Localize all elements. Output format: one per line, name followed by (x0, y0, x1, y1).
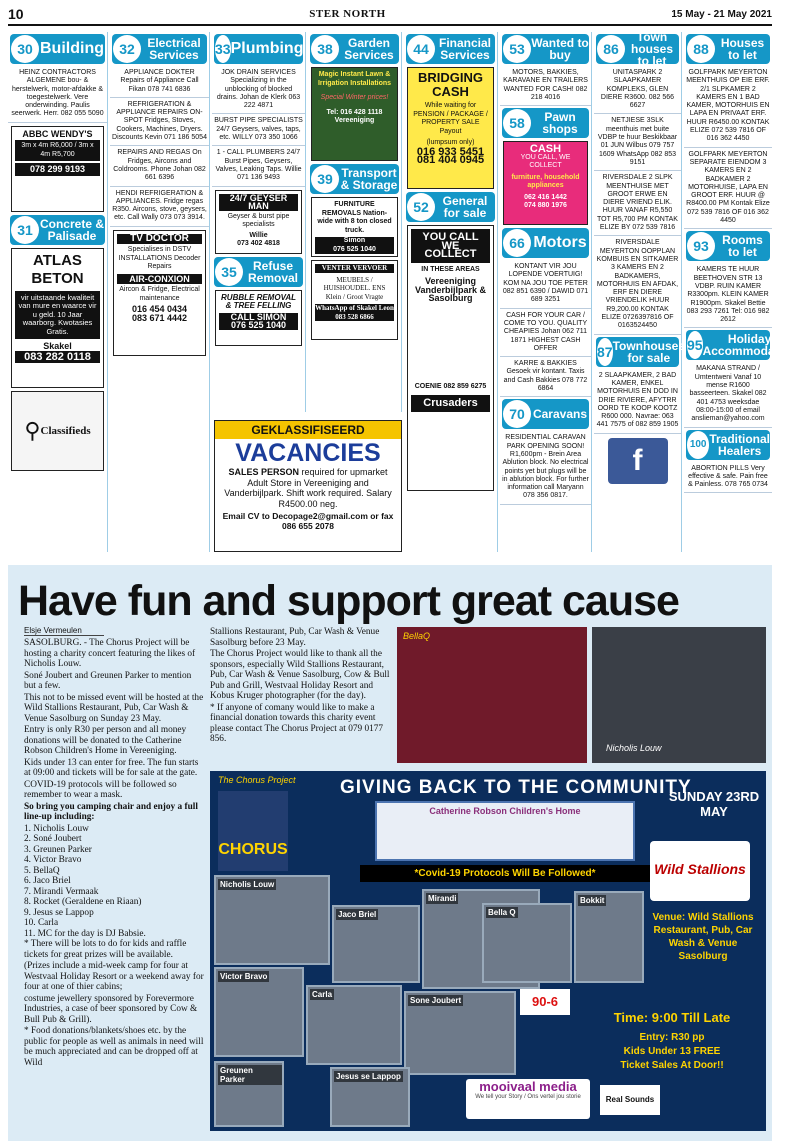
poster-time: Time: 9:00 Till Late (613, 1010, 731, 1025)
ad-2-slaapkamer: 2 SLAAPKAMER, 2 BAD KAMER, ENKEL MOTORHUIS EN DOD IN DRIE RIVIERE, AFYTRR OORD TE KOOP KOOTZ R600 000. Navrae: 063 441 7575 of 082 859 1905 (594, 369, 681, 434)
ad-repairs-regas: REPAIRS AND REGAS On Fridges, Aircons and Coldrooms. Phone Johan 082 661 6396 (110, 146, 209, 186)
col-houses (684, 32, 797, 552)
ad-makana: MAKANA STRAND / Umtentweni Vanaf 10 mense R1600 basseerteen. Skakel 082 401 4753 weeksdae 08:00-15:00 of email anslieman@yahoo.com (684, 362, 772, 427)
artist-bokkit: Bokkit (574, 891, 644, 983)
ad-tv-doctor: TV DOCTOR Specialises in DSTV INSTALLATIONS Decoder Repairs AIR-CONXION Aircon & Fridge, Electrical maintenance 016 454 0434 083 671 4442 (113, 230, 206, 356)
wild-stallions-logo: Wild Stallions (650, 841, 750, 901)
heading-rooms: 93 Rooms to let (686, 231, 770, 261)
chorus-logo: CHORUS (218, 791, 288, 871)
ad-rubble: RUBBLE REMOVAL & TREE FELLING CALL SIMON 076 525 1040 (215, 290, 302, 346)
poster-tickets: Ticket Sales At Door!! (620, 1060, 724, 1071)
poster-entry: Entry: R30 pp (639, 1032, 705, 1043)
ad-abbc: ABBC WENDY'S 3m x 4m R6,000 / 3m x 4m R5,700 078 299 9193 (11, 126, 104, 212)
ad-cash-pawn: CASH YOU CALL, WE COLLECT furniture, household appliances 062 416 1442 074 880 1976 (503, 141, 588, 225)
heading-garden: 38 Garden Services (310, 34, 399, 64)
heading-wanted: 53 Wanted to buy (502, 34, 589, 64)
col-wanted (500, 32, 592, 552)
childrens-home-banner: Catherine Robson Children's Home (375, 801, 635, 861)
heading-motors: 66 Motors (502, 228, 589, 258)
ad-crusaders: YOU CALL WE COLLECT IN THESE AREAS Vereeniging Vanderbijlpark & Sasolburg COENIE 082 859 6275 Crusaders (407, 225, 494, 491)
page-header (8, 4, 772, 26)
heading-financial: 44 Financial Services (406, 34, 495, 64)
masthead: STER NORTH (309, 8, 386, 20)
ad-heinz: HEINZ CONTRACTORS ALGEMENE bou- & herstelwerk, motor-afdakke & toegestelwerk. Vere onderwinding. Paulis seerwerk. Herr. 082 055 5090 (8, 66, 107, 123)
ad-bridging-cash: BRIDGING CASH While waiting for PENSION / PACKAGE / PROPERTY SALE Payout (lumpsum only) 016 933 5451 081 404 0945 (407, 67, 494, 189)
ad-kontant: KONTANT VIR JOU LOPENDE VOERTUIG! KOM NA JOU TOE PETER 082 851 6390 / DAWID 071 689 3251 (500, 260, 591, 308)
photo-nicholis-louw: Nicholis Louw (592, 627, 766, 763)
artist-jaco: Jaco Briel (332, 905, 420, 983)
ad-furniture-removals: FURNITURE REMOVALS Nation-wide with 8 ton closed truck. Simon 076 525 1040 (311, 197, 398, 257)
article-headline: Have fun and support great cause (18, 577, 679, 625)
classifieds-logo: ⚲ Classifieds (11, 391, 104, 471)
heading-refuse: 35 Refuse Removal (214, 257, 303, 287)
ad-1-call-plumbers: 1 - CALL PLUMBERS 24/7 Burst Pipes, Geysers, Valves, Leaking Taps. Willie 071 136 9493 (212, 146, 305, 186)
ad-magic-lawn: Magic Instant Lawn & Irrigation Installations Special Winter prices! Tel: 016 428 1118 Vereeniging (311, 67, 398, 161)
mooivaal-media-logo: mooivaal media We tell your Story / Ons vertel jou storie (466, 1079, 590, 1119)
ad-venter: VENTER VERVOER MEUBELS / HUISHOUDEL. ENS Klein / Groot Vragte WhatsApp of Skakel Leon 083 528 6866 (311, 260, 398, 340)
ad-hendi: HENDI REFRIGERATION & APPLIANCES. Fridge regas R350. Aircons, stove, geysers, etc. Call Wally 073 073 3914. (110, 187, 209, 227)
artist-victor: Victor Bravo (214, 967, 304, 1057)
poster-kids: Kids Under 13 FREE (623, 1046, 721, 1057)
ad-caravan-park: RESIDENTIAL CARAVAN PARK OPENING SOON! R1,600pm - Brein Area Ablution block. No electrical points yet but plugs will be in ablution block. For further information call Maryann 078 356 0817. (500, 431, 591, 504)
ad-appliance-dokter: APPLIANCE DOKTER Repairs of Appliance Call Fikan 078 741 6836 (110, 66, 209, 98)
ad-refrigeration: REFRIGERATION & APPLIANCE REPAIRS ON-SPOT Fridges, Stoves, Cookers, Machines, Dryers. Discounts Kevin 071 186 5054 (110, 98, 209, 146)
page-number: 10 (8, 6, 24, 22)
article-byline: Elsje Vermeulen (24, 626, 104, 636)
artist-mirandi: Mirandi (422, 889, 540, 989)
heading-concrete: 31 Concrete & Palisade (10, 215, 105, 245)
article-col-1: SASOLBURG. - The Chorus Project will be hosting a charity concert featuring the likes of Nicholis Louw. Soné Joubert and Greunen Parker to mention but a few. This not to be missed event will be hosted at the Wild Stallions Restaurant, Pub, Car Wash & Venue Sasolburg on Sunday 23 May. Entry is only R30 per person and all money donations will be donated to the Catherine Robson Children's Home in Vereeniging. Kids under 13 can enter for free. The fun starts at 09:00 and tickets will be for sale at the gate. COVID-19 protocols will be followed so remember to wear a mask. So bring you camping chair and enjoy a full line-up including: 1. Nicholis Louw 2. Soné Joubert 3. Greunen Parker 4. Victor Bravo 5. BellaQ 6. Jaco Briel 7. Mirandi Vermaak 8. Rocket (Geraldene en Riaan) 9. Jesus se Lappop 10. Carla 11. MC for the day is DJ Babsie. * There will be lots to do for kids and raffle tickets for great prizes will be available. (Prizes include a mid-week camp for four at Westvaal Holiday Resort or a weekend away for four at one of thier cabins; costume jewellery sponsored by Forevermore Industries, a case of beer sponsored by Cow & Bull Pub & Grill). * Food donations/blankets/shoes etc. by the public for people as well as animals in need will be much appreciated and can be dropped off at Wild (24, 638, 204, 1068)
facebook-icon: f (608, 438, 668, 484)
ad-karre: KARRE & BAKKIES Gesoek vir kontant. Taxis and Cash Bakkies 078 772 6864 (500, 357, 591, 397)
heading-plumbing: 33 Plumbing (214, 34, 303, 64)
heading-electrical: 32 Electrical Services (112, 34, 207, 64)
photo-bellaq: BellaQ (397, 627, 587, 763)
heading-building: 30 Building (10, 34, 105, 64)
ad-unitaspark: UNITASPARK 2 SLAAPKAMER KOMPLEKS, GLEN DIERE R3600. 082 566 6627 (594, 66, 681, 114)
ad-riversdale-2: RIVERSDALE 2 SLPK MEENTHUISE MET GROOT ERWE EN DIERE VRIEND ELIK. HUUR VANAF R5,550 TOT R5,700 PM KONTAK ELIZE BY 072 539 7816 (594, 171, 681, 236)
classifieds-section (8, 30, 797, 552)
ad-golfpark-2: GOLFPARK MEYERTON SEPARATE EIENDOM 3 KAMERS EN 2 BADKAMER 2 MOTORHUISE, LAPA EN GROOT ERF. HUUR @ R8400.00 PM Kontak Elize 072 539 7816 OF 016 362 4450 (684, 148, 772, 230)
covid-banner: *Covid-19 Protocols Will Be Followed* (360, 865, 650, 882)
heading-general: 52 General for sale (406, 192, 495, 222)
col-town (594, 30, 686, 552)
ad-kamers: KAMERS TE HUUR BEETHOVEN STR 13 VDBP. RUIN KAMER R3300pm. KLEIN KAMER R1900pm. Skakel Bettie 083 293 7261 Tel: 016 982 2612 (684, 263, 772, 328)
ad-wanted-cash: MOTORS, BAKKIES, KARAVANE EN TRAILERS WANTED FOR CASH! 082 218 4016 (500, 66, 591, 106)
poster-title: GIVING BACK TO THE COMMUNITY (340, 777, 692, 798)
article-col-2: Stallions Restaurant, Pub, Car Wash & Venue Sasolburg before 23 May. The Chorus Project would like to thank all the sponsors, especially Wild Stallions Restaurant, Pub, Car Wash & Venue Sasolburg, Cow & Bull Pub and Grill, Westvaal Holiday Resort and Kobus Kruger photographer (for the day). * If anyone of comany would like to make a financial donation towards this charity event please contact The Chorus Project at 079 0177 856. (210, 627, 390, 744)
ad-cash-car: CASH FOR YOUR CAR / COME TO YOU. QUALITY CHEAPIES Johan 062 711 1871 HIGHEST CASH OFFER (500, 309, 591, 357)
artist-sone: Sone Joubert (404, 991, 516, 1075)
ad-atlas-beton: ATLAS BETON vir uitstaande kwaliteit van mure en waarce vir u geld. 10 Jaar waarborg. Kwotasies Gratis. Skakel 083 282 0118 (11, 248, 104, 388)
heading-healers: 100 Traditional Healers (686, 430, 770, 460)
col-building (8, 32, 108, 552)
radio-logo: 90-6 (520, 989, 570, 1015)
col-garden (308, 32, 402, 412)
heading-pawn: 58 Pawn shops (502, 108, 589, 138)
artist-nicholis: Nicholis Louw (214, 875, 330, 965)
lineup-list: 1. Nicholis Louw 2. Soné Joubert 3. Greunen Parker 4. Victor Bravo 5. BellaQ 6. Jaco Briel 7. Mirandi Vermaak 8. Rocket (Geraldene en Riaan) 9. Jesus se Lappop 10. Carla 11. MC for the day is DJ Babsie. (24, 823, 146, 939)
artist-bellaq: Bella Q (482, 903, 572, 983)
heading-caravans: 70 Caravans (502, 399, 589, 429)
magnifier-icon: ⚲ (24, 417, 41, 443)
artist-carla: Carla (306, 985, 402, 1065)
event-poster: The Chorus Project CHORUS GIVING BACK TO THE COMMUNITY Catherine Robson Children's Home SUNDAY 23RD MAY *Covid-19 Protocols Will Be Followed* Wild Stallions Nicholis Louw Jaco Briel Mirandi Bella Q Bokkit Victor Bravo Carla Sone Joubert Greunen Parker Jesus se Lappop Venue: Wild Stallions Restaurant, Pub, Car Wash & Venue Sasolburg 90-6 Time: 9:00 Till Late Entry: R30 pp Kids Under 13 FREE Ticket Sales At Door!! mooivaal media We tell your Story / Ons vertel jou storie Real Sounds (210, 771, 766, 1131)
heading-transport: 39 Transport & Storage (310, 164, 399, 194)
ad-abortion: ABORTION PILLS Very effective & safe. Pain free & Painless. 078 765 0734 (684, 462, 772, 494)
ad-geyser-man: 24/7 GEYSER MAN Geyser & burst pipe specialists Willie 073 402 4818 (215, 190, 302, 254)
ad-burst-pipe: BURST PIPE SPECIALISTS 24/7 Geysers, valves, taps, etc. WILLY 073 350 1066 (212, 114, 305, 146)
artist-greunen: Greunen Parker (214, 1061, 284, 1127)
col-financial (404, 32, 498, 552)
heading-town: 86 Town houses to let (596, 34, 679, 64)
ad-jok-drain: JOK DRAIN SERVICES Specializing in the unblocking of blocked drains. Johan de Klerk 063 222 4871 (212, 66, 305, 114)
poster-date: SUNDAY 23RD MAY (668, 789, 760, 819)
ad-netjiese: NETJIESE 3SLK meenthuis met buite VDBP te huur Beskikbaar 01 JUN Wilbus 079 757 1609 WhatsApp 082 853 9151 (594, 114, 681, 171)
heading-houses: 88 Houses to let (686, 34, 770, 64)
ad-riversdale-meyerton: RIVERSDALE MEYERTON OOPPLAN KOMBUIS EN SITKAMER 3 KAMERS EN 2 BADKAMERS, MOTORHUIS EN AFDAK, ERF EN DIERE VRIENDELIK HUUR R9,200.00 KONTAK ELIZE 0726397816 OF 0163524450 (594, 236, 681, 334)
artist-jesus-se-lappop: Jesus se Lappop (330, 1067, 410, 1127)
poster-venue: Venue: Wild Stallions Restaurant, Pub, Car Wash & Venue Sasolburg (652, 912, 754, 962)
col-plumbing (212, 32, 306, 412)
issue-date: 15 May - 21 May 2021 (671, 8, 772, 20)
col-electrical (110, 32, 210, 552)
heading-holiday: 95 Holiday Accommodation (687, 332, 797, 359)
real-sounds-logo: Real Sounds (600, 1085, 660, 1115)
ad-vacancies: GEKLASSIFISEERD VACANCIES SALES PERSON required for upmarket Adult Store in Vereeniging and Vanderbijlpark. Shift work required. Salary R4500.00 neg. Email CV to Decopage2@gmail.com or fax 086 655 2078 (214, 420, 402, 552)
heading-townhouses: 87 Townhouses for sale (597, 338, 686, 365)
ad-golfpark-1: GOLFPARK MEYERTON MEENTHUIS OP EIE ERF. 2/1 SLPKAMER 2 KAMERS EN 1 BAD KAMER, MOTORHUIS EN LAPA EN PRIVAAT ERF. HUUR R6450.00 KONTAK ELIZE 072 539 7816 OF 016 362 4450 (684, 66, 772, 148)
